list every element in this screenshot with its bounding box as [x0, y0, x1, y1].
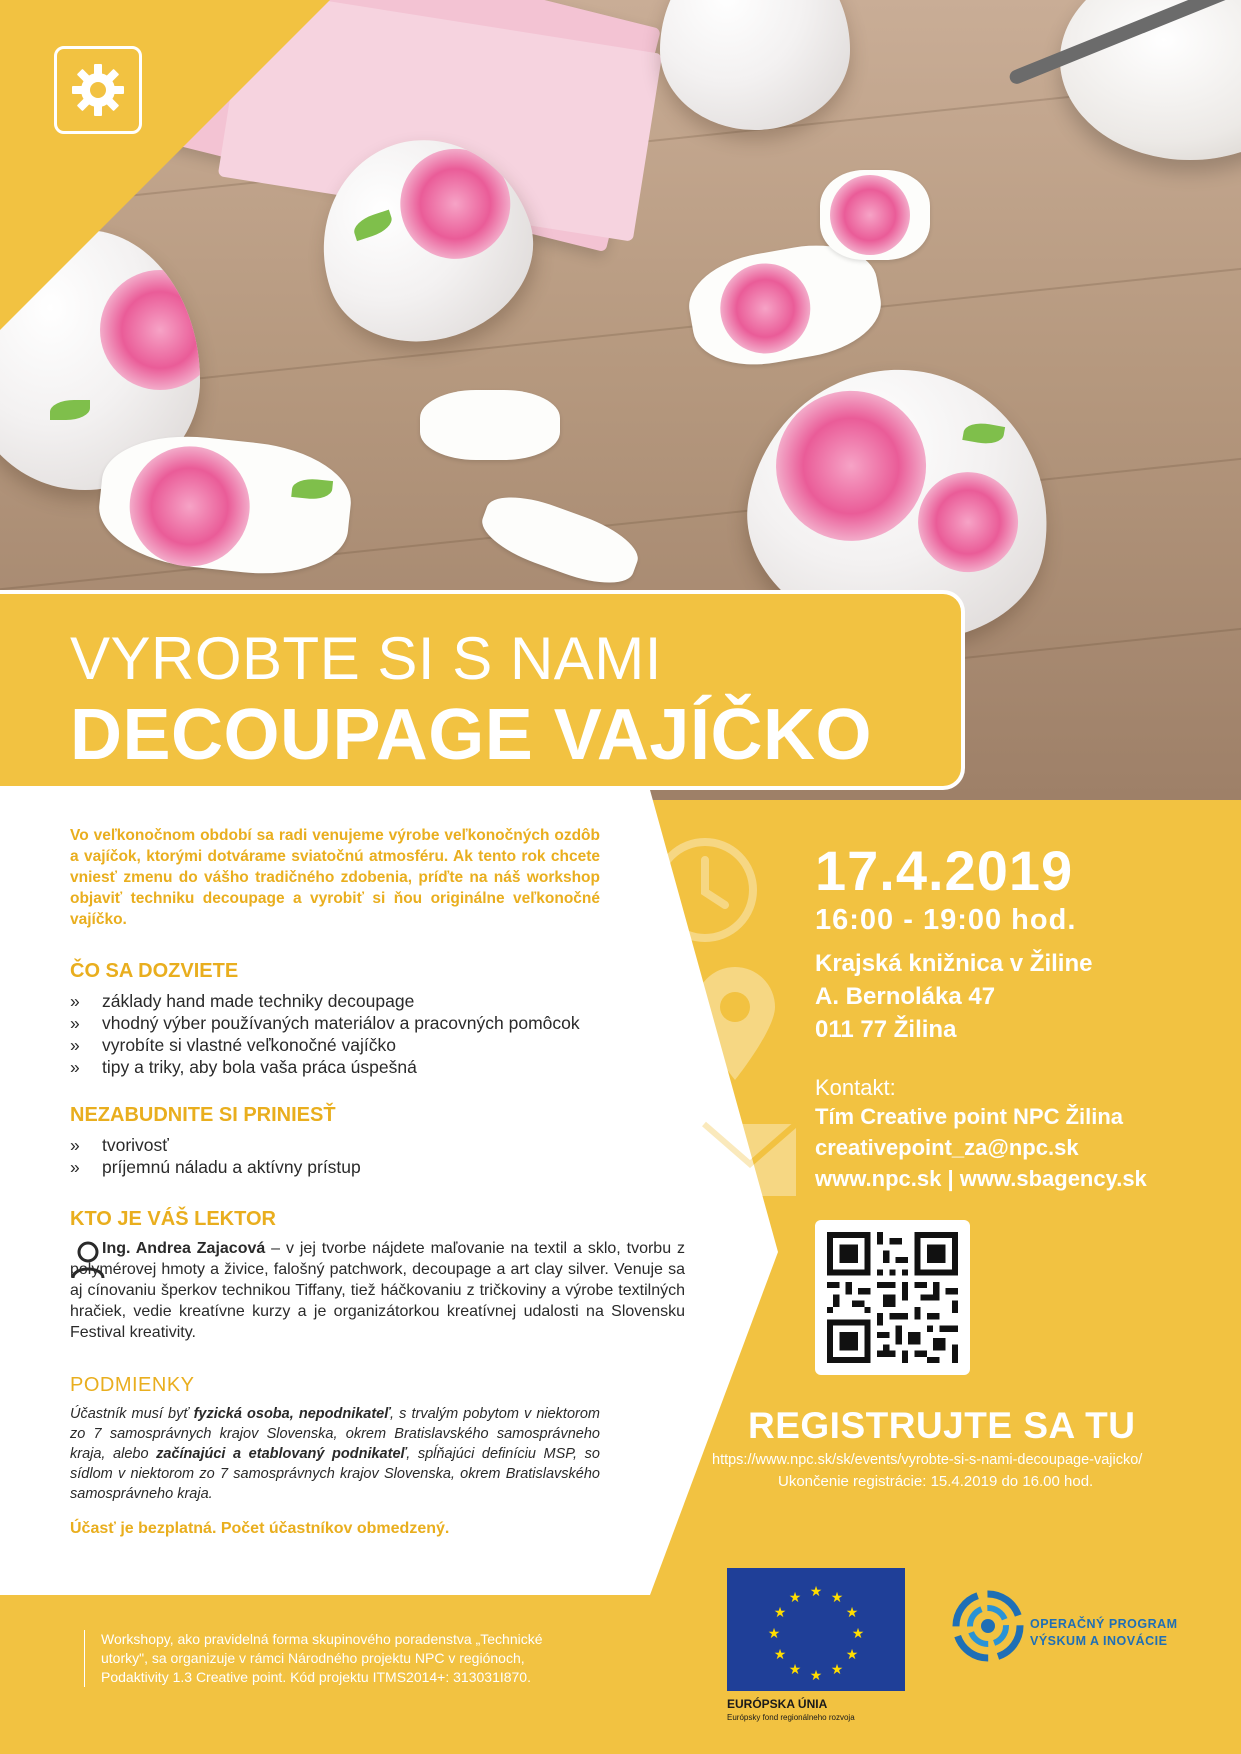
register-link[interactable]: https://www.npc.sk/sk/events/vyrobte-si-s-nami-decoupage-vajicko/ [712, 1452, 1143, 1468]
event-time: 16:00 - 19:00 hod. [815, 904, 1077, 936]
qr-code-image [827, 1232, 958, 1363]
venue-city: 011 77 Žilina [815, 1016, 957, 1043]
list-item: » tvorivosť [70, 1134, 361, 1156]
bring-heading: NEZABUDNITE SI PRINIESŤ [70, 1104, 336, 1126]
svg-text:★: ★ [830, 1590, 844, 1606]
envelope-icon [700, 1120, 800, 1200]
eu-stars [727, 1568, 905, 1691]
free-note: Účasť je bezplatná. Počet účastníkov obmedzený. [70, 1520, 450, 1537]
list-item: » vhodný výber používaných materiálov a pracovných pomôcok [70, 1012, 580, 1034]
svg-text:★: ★ [767, 1626, 781, 1642]
contact-web[interactable]: www.npc.sk | www.sbagency.sk [815, 1166, 1147, 1191]
lector-description [70, 1238, 685, 1343]
svg-text:★: ★ [845, 1647, 859, 1663]
op-line-1: OPERAČNÝ PROGRAM [1030, 1617, 1178, 1631]
qr-code[interactable] [815, 1220, 970, 1375]
svg-text:★: ★ [809, 1584, 823, 1600]
gear-logo [54, 46, 142, 134]
conditions-part: Účastník musí byť [70, 1406, 194, 1422]
svg-text:★: ★ [773, 1647, 787, 1663]
svg-text:★: ★ [773, 1605, 787, 1621]
op-line-2: VÝSKUM A INOVÁCIE [1030, 1634, 1168, 1648]
svg-text:★: ★ [851, 1626, 865, 1642]
conditions-bold: fyzická osoba, nepodnikateľ [193, 1406, 390, 1422]
title-line-1: VYROBTE SI S NAMI [70, 625, 662, 692]
svg-text:★: ★ [788, 1662, 802, 1678]
register-heading: REGISTRUJTE SA TU [748, 1405, 1136, 1446]
venue-name: Krajská knižnica v Žiline [815, 950, 1093, 977]
conditions-part: , s trvalým pobytom v niektorom zo 7 samosprávnych krajov Slovenska, okrem Bratislavského samosprávneho kraja, alebo [70, 1406, 600, 1462]
list-item: » vyrobíte si vlastné veľkonočné vajíčko [70, 1034, 580, 1056]
list-item: » príjemnú náladu a aktívny prístup [70, 1156, 361, 1178]
svg-text:★: ★ [809, 1668, 823, 1684]
clock-icon [650, 835, 760, 945]
contact-team: Tím Creative point NPC Žilina [815, 1104, 1124, 1129]
event-date: 17.4.2019 [815, 839, 1074, 902]
learn-heading: ČO SA DOZVIETE [70, 960, 239, 982]
list-item: » tipy a triky, aby bola vaša práca úspešná [70, 1056, 580, 1078]
svg-text:★: ★ [845, 1605, 859, 1621]
title-line-2: DECOUPAGE VAJÍČKO [70, 695, 872, 775]
intro-text: Vo veľkonočnom období sa radi venujeme výrobe veľkonočných ozdôb a vajíčok, ktorými dotvárame sviatočnú atmosféru. Ak tento rok chcete vniesť zmenu do vášho tradičného zdobenia, príďte na náš workshop objaviť techniku decoupage a vyrobiť si ňou originálne veľkonočné vajíčko. [70, 827, 600, 928]
svg-text:★: ★ [788, 1590, 802, 1606]
eu-title: EURÓPSKA ÚNIA [727, 1697, 828, 1711]
conditions-text [70, 1404, 600, 1504]
eu-flag [727, 1568, 905, 1691]
title-banner [0, 590, 965, 790]
op-title [1030, 1616, 1178, 1650]
gear-icon [70, 62, 126, 118]
venue-street: A. Bernoláka 47 [815, 983, 996, 1010]
conditions-bold: začínajúci a etablovaný podnikateľ [156, 1446, 407, 1462]
contact-label: Kontakt: [815, 1075, 896, 1100]
conditions-heading: PODMIENKY [70, 1374, 195, 1396]
lector-name: Ing. Andrea Zajacová [102, 1240, 266, 1257]
op-logo [950, 1588, 1026, 1664]
eu-subtitle: Európsky fond regionálneho rozvoja [727, 1713, 855, 1722]
learn-list [70, 990, 580, 1078]
corner-triangle [0, 0, 330, 330]
conditions-part: , spĺňajúci definíciu MSP, so sídlom v niektorom zo 7 samosprávnych krajov Slovenska, okrem Bratislavského samosprávneho kraja. [70, 1446, 600, 1502]
list-item: » základy hand made techniky decoupage [70, 990, 580, 1012]
contact-email[interactable]: creativepoint_za@npc.sk [815, 1135, 1079, 1160]
register-deadline: Ukončenie registrácie: 15.4.2019 do 16.00 hod. [778, 1473, 1094, 1490]
footer-note: Workshopy, ako pravidelná forma skupinového poradenstva „Technické utorky", sa organizuje v rámci Národného projektu NPC v regiónoch, Podaktivity 1.3 Creative point. Kód projektu ITMS2014+: 313031I870. [84, 1630, 571, 1687]
lector-text: – v jej tvorbe nájdete maľovanie na textil a sklo, tvorbu z polymérovej hmoty a živice, falošný patchwork, decoupage a art clay silver. Venuje sa aj cínovaniu šperkov technikou Tiffany, tiež háčkovaniu z tričkoviny a výrobe textilných hračiek, vedie kreatívne kurzy a je organizátorkou kreatívnej udalosti na Slovensku Festival kreativity. [70, 1240, 685, 1341]
location-pin-icon [690, 965, 780, 1085]
lector-heading: KTO JE VÁŠ LEKTOR [70, 1208, 276, 1230]
bring-list [70, 1134, 361, 1178]
svg-text:★: ★ [830, 1662, 844, 1678]
